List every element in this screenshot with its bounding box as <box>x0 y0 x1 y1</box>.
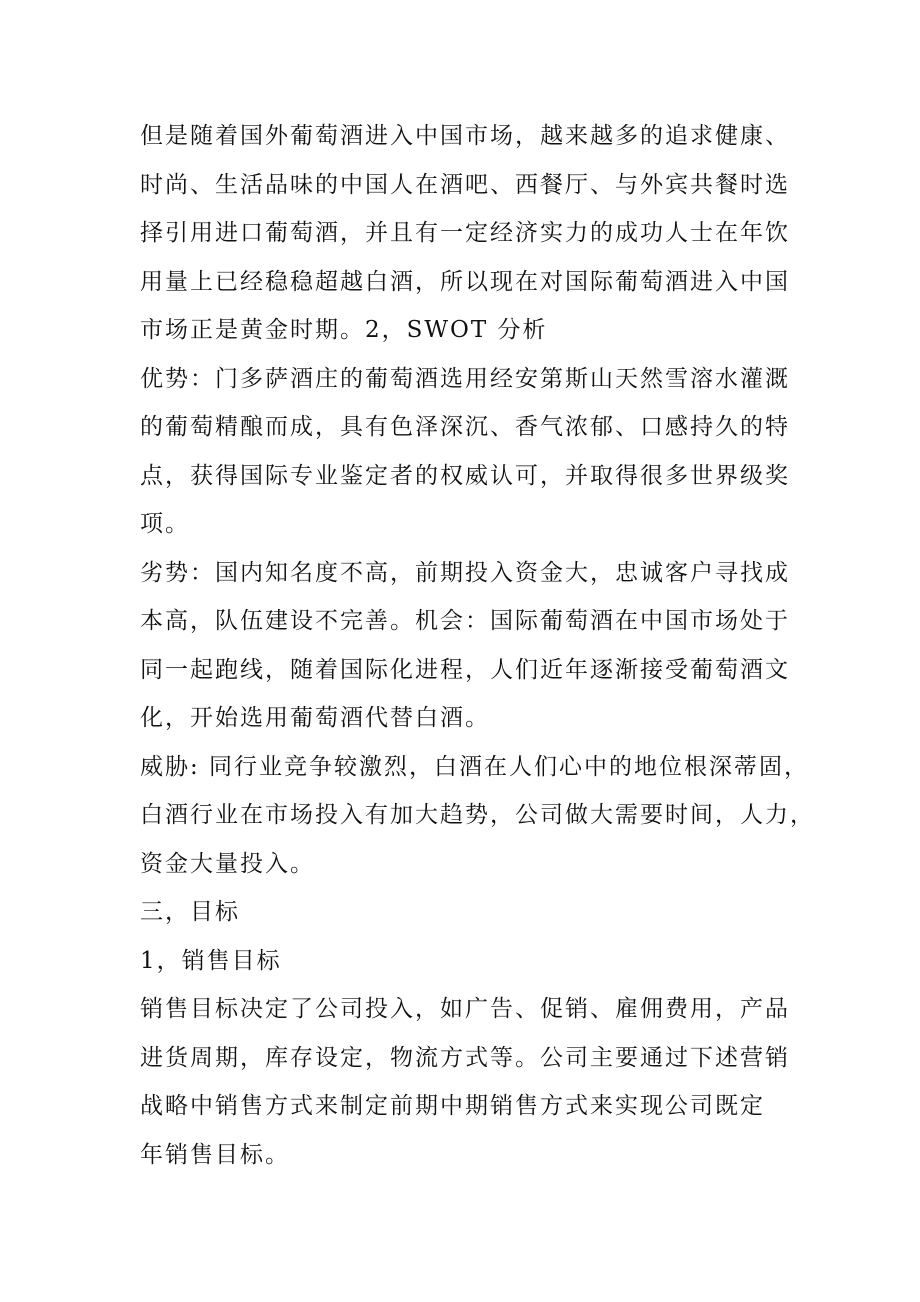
text-line: 的葡萄精酿而成，具有色泽深沉、香气浓郁、口感持久的特 <box>140 414 790 440</box>
text-line: 资金大量投入。 <box>140 850 315 877</box>
text-line: 优势：门多萨酒庄的葡萄酒选用经安第斯山天然雪溶水灌溉 <box>140 365 790 392</box>
paragraph-strengths <box>140 355 800 549</box>
section-heading-goals <box>140 888 800 937</box>
text-line: 用量上已经稳稳超越白酒，所以现在对国际葡萄酒进入中国 <box>140 268 790 295</box>
paragraph-threats <box>140 743 815 889</box>
subsection-heading-sales-goal <box>140 937 800 986</box>
text-line: 年销售目标。 <box>140 1141 290 1168</box>
text-line: 本高，队伍建设不完善。机会：国际葡萄酒在中国市场处于 <box>140 608 790 634</box>
text-line: 战略中销售方式来制定前期中期销售方式来实现公司既定 <box>140 1093 765 1119</box>
text-line: 威胁: 同行业竞争较激烈，白酒在人们心中的地位根深蒂固， <box>140 753 810 780</box>
heading-text: 三，目标 <box>140 899 240 925</box>
paragraph-market-background <box>140 112 800 355</box>
text-line: 时尚、生活品味的中国人在酒吧、西餐厅、与外宾共餐时选 <box>140 171 790 198</box>
text-line: 化，开始选用葡萄酒代替白酒。 <box>140 705 490 731</box>
text-line: 项。 <box>140 511 190 537</box>
text-line: 白酒行业在市场投入有加大趋势，公司做大需要时间，人力， <box>140 802 815 828</box>
text-line: 择引用进口葡萄酒，并且有一定经济实力的成功人士在年饮 <box>140 220 790 246</box>
text-line: 销售目标决定了公司投入，如广告、促销、雇佣费用，产品 <box>140 996 790 1022</box>
text-line: 进货周期，库存设定，物流方式等。公司主要通过下述营销 <box>140 1044 790 1071</box>
paragraph-sales-goal <box>140 985 800 1179</box>
text-line: 点，获得国际专业鉴定者的权威认可，并取得很多世界级奖 <box>140 462 790 489</box>
paragraph-weaknesses-opportunities <box>140 549 800 743</box>
heading-text: 1，销售目标 <box>140 947 282 974</box>
text-line: 但是随着国外葡萄酒进入中国市场，越来越多的追求健康、 <box>140 123 790 149</box>
text-line: 市场正是黄金时期。2，SWOT 分析 <box>140 317 548 343</box>
document-body <box>140 112 815 1179</box>
text-line: 同一起跑线，随着国际化进程，人们近年逐渐接受葡萄酒文 <box>140 656 790 683</box>
text-line: 劣势：国内知名度不高，前期投入资金大，忠诚客户寻找成 <box>140 559 790 586</box>
